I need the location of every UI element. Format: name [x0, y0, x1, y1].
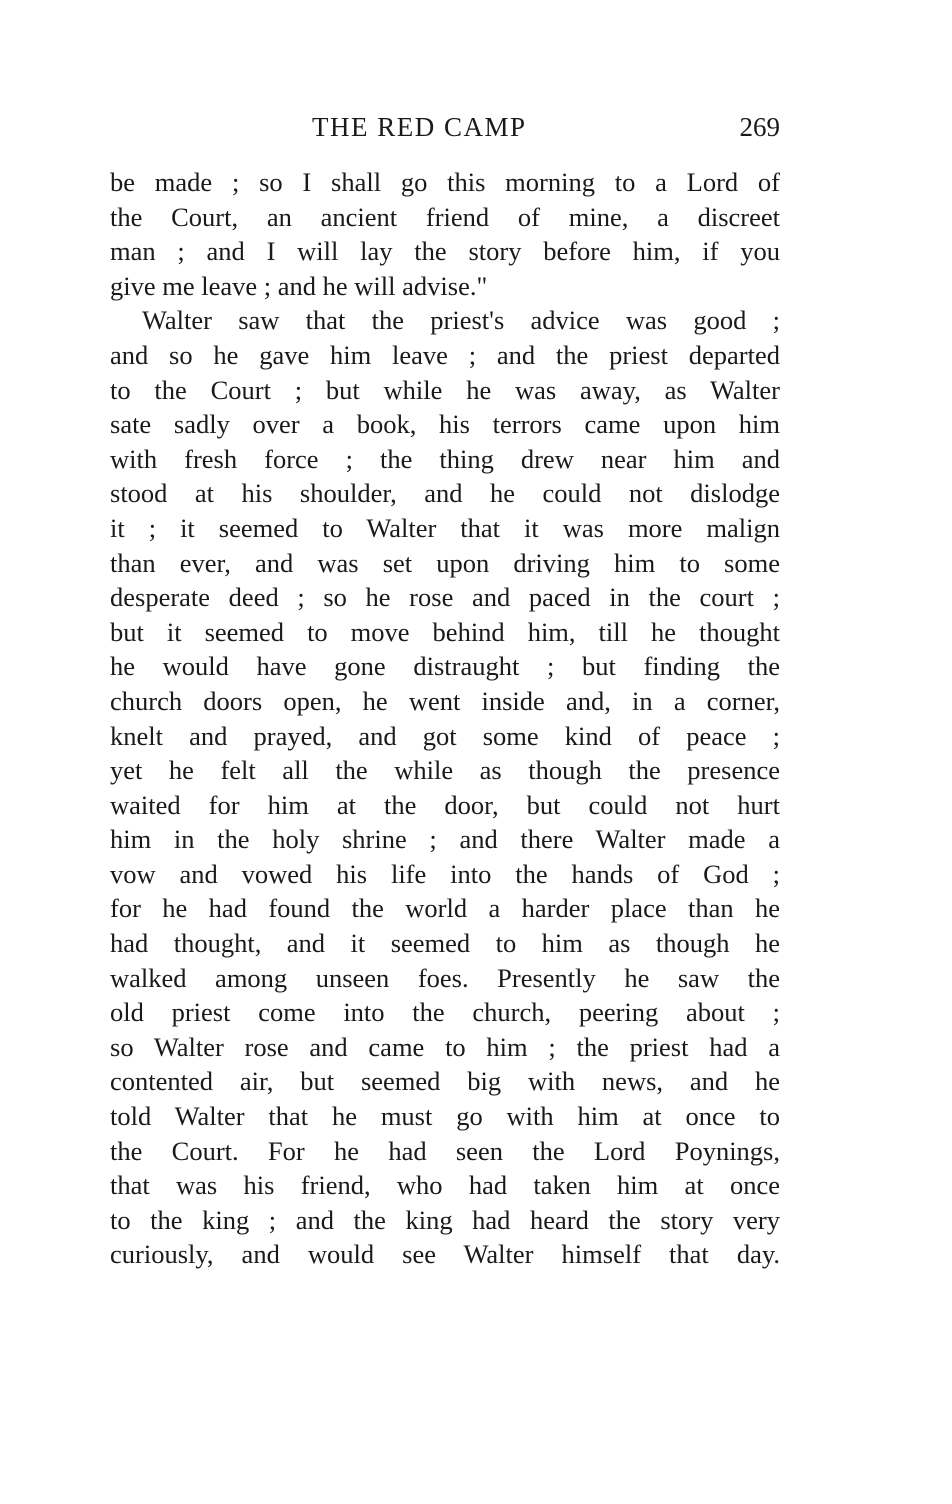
text-line: man ; and I will lay the story before him, if you: [110, 236, 780, 267]
text-line: but it seemed to move behind him, till he thought: [110, 616, 780, 647]
text-line: vow and vowed his life into the hands of God ;: [110, 858, 780, 889]
running-title: THE RED CAMP: [312, 112, 527, 142]
body-text: [110, 165, 780, 1272]
text-line: than ever, and was set upon driving him to some: [110, 547, 780, 578]
text-line: the Court, an ancient friend of mine, a discreet: [110, 201, 780, 232]
text-line: and so he gave him leave ; and the priest departed: [110, 339, 780, 370]
text-line: with fresh force ; the thing drew near him and: [110, 443, 780, 474]
text-line: for he had found the world a harder place than he: [110, 893, 780, 924]
text-line: stood at his shoulder, and he could not dislodge: [110, 478, 780, 509]
text-line: knelt and prayed, and got some kind of peace ;: [110, 720, 780, 751]
text-line: give me leave ; and he will advise.": [110, 270, 488, 301]
running-head: [0, 112, 952, 152]
text-line: him in the holy shrine ; and there Walter made a: [110, 824, 780, 855]
text-line: waited for him at the door, but could not hurt: [110, 789, 780, 820]
text-line: had thought, and it seemed to him as though he: [110, 928, 780, 959]
text-line: so Walter rose and came to him ; the priest had a: [110, 1031, 780, 1062]
text-line: church doors open, he went inside and, in a corner,: [110, 685, 780, 716]
text-line: to the Court ; but while he was away, as Walter: [110, 374, 780, 405]
text-line: it ; it seemed to Walter that it was more malign: [110, 512, 780, 543]
paragraph-first-line: Walter saw that the priest's advice was good ;: [142, 305, 780, 336]
text-line: be made ; so I shall go this morning to a Lord of: [110, 167, 780, 197]
text-line: that was his friend, who had taken him at once: [110, 1170, 780, 1201]
text-line: desperate deed ; so he rose and paced in the court ;: [110, 582, 780, 613]
page-number: 269: [739, 112, 780, 142]
text-line: he would have gone distraught ; but finding the: [110, 651, 780, 682]
text-line: to the king ; and the king had heard the story very: [110, 1204, 780, 1235]
text-line: the Court. For he had seen the Lord Poynings,: [110, 1135, 780, 1166]
text-line: walked among unseen foes. Presently he saw the: [110, 962, 780, 993]
text-line: contented air, but seemed big with news, and he: [110, 1066, 780, 1097]
text-line: told Walter that he must go with him at once to: [110, 1101, 780, 1132]
text-line: yet he felt all the while as though the presence: [110, 755, 780, 786]
text-line: sate sadly over a book, his terrors came upon him: [110, 409, 780, 440]
text-line: curiously, and would see Walter himself that day.: [110, 1239, 780, 1270]
text-line: old priest come into the church, peering about ;: [110, 997, 780, 1028]
